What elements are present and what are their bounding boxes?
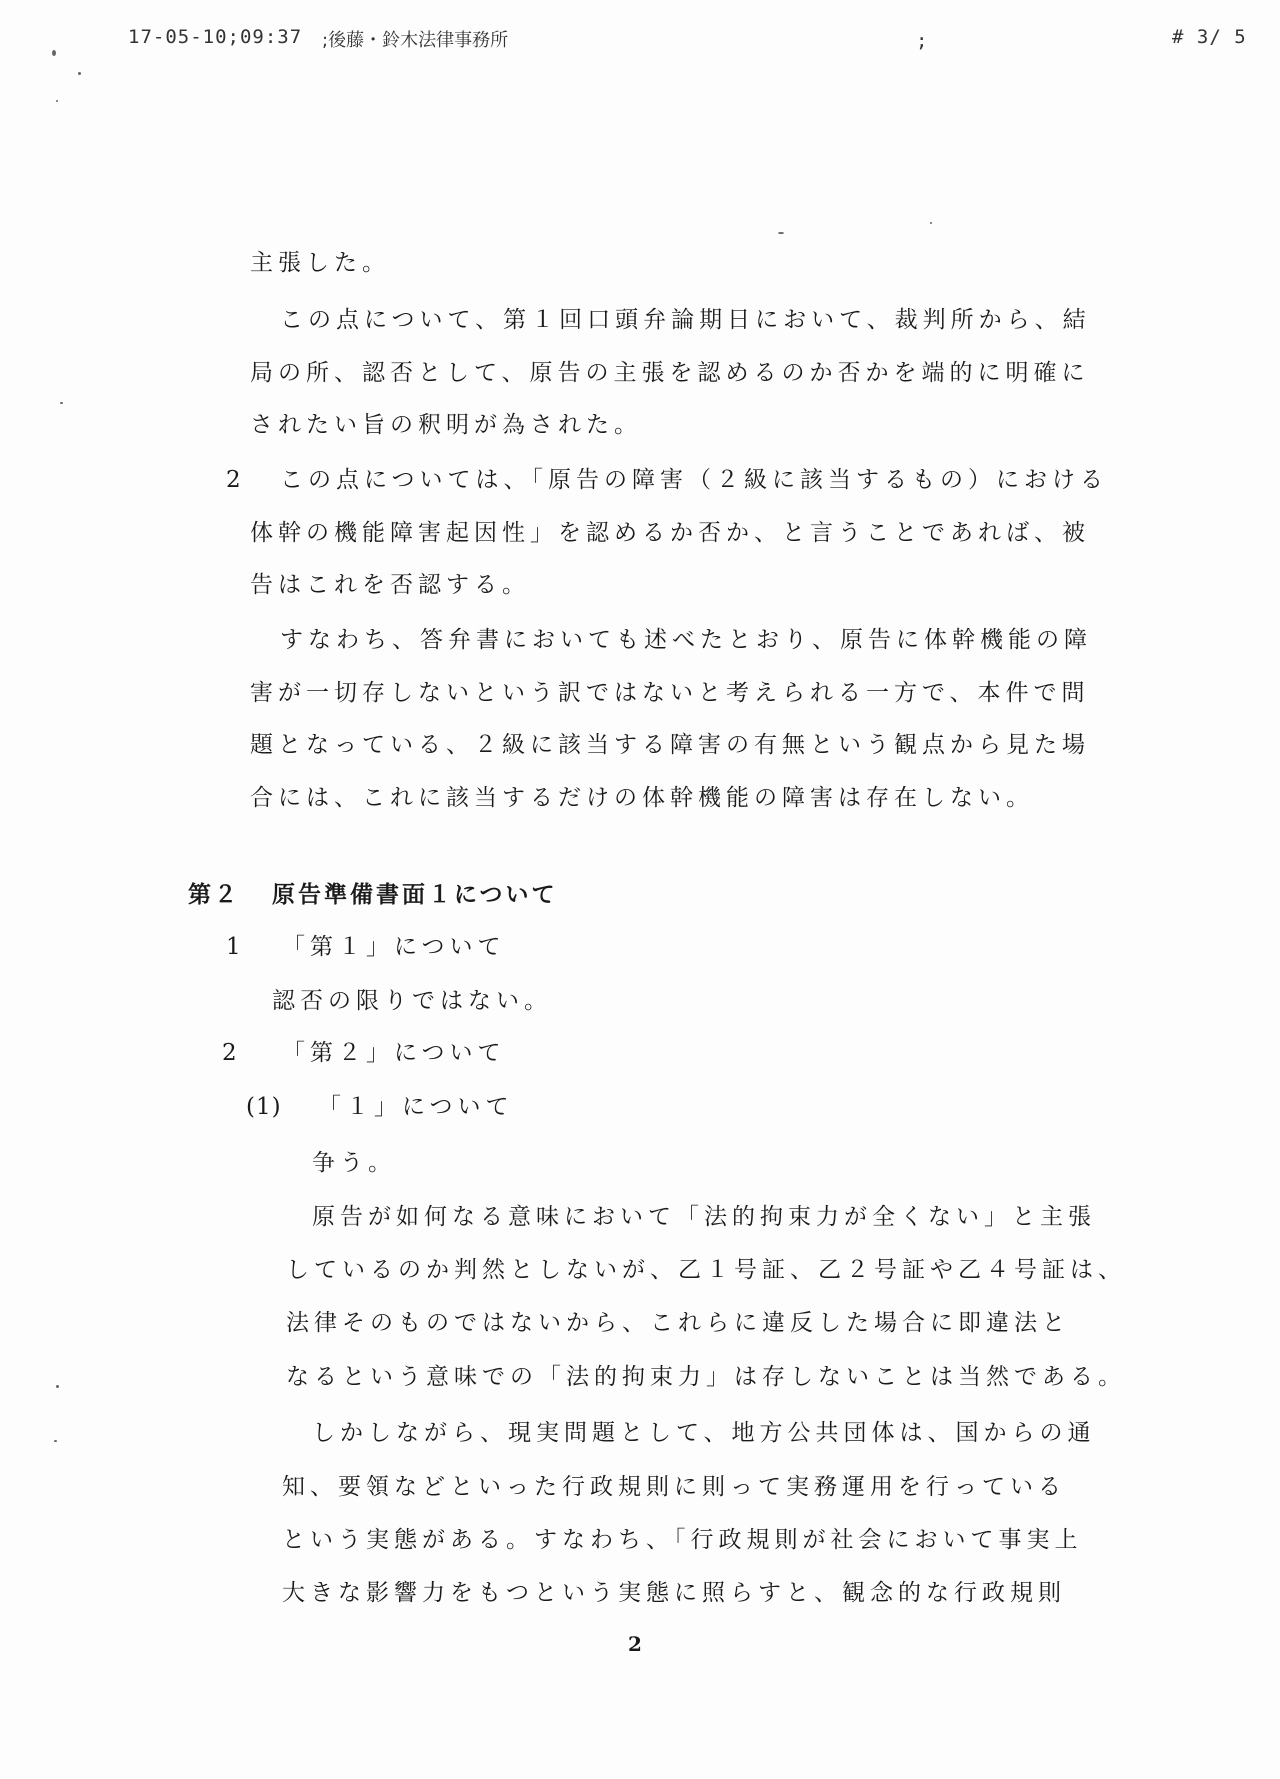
text-line: 主張した。 [250,250,390,276]
item-number: 2 [226,467,246,493]
fax-header [0,26,1280,56]
text-line: 大きな影響力をもつという実態に照らすと、観念的な行政規則 [282,1580,1066,1606]
scan-speck [930,222,932,224]
text-line: しかしながら、現実問題として、地方公共団体は、国からの通 [312,1420,1096,1446]
fax-separator: ; [916,30,929,52]
item-title: 「第１」について [282,934,506,960]
text-line: すなわち、答弁書においても述べたとおり、原告に体幹機能の障 [280,627,1092,653]
text-line: 告はこれを否認する。 [250,572,530,598]
section-number: 第２ [188,881,240,908]
text-line: 原告が如何なる意味において「法的拘束力が全くない」と主張 [312,1204,1096,1230]
scan-speck [56,100,58,102]
text-line: という実態がある。すなわち、「行政規則が社会において事実上 [282,1527,1083,1553]
fax-timestamp: 17-05-10;09:37 [128,26,303,48]
item-number: 2 [222,1040,242,1066]
scan-speck [54,1440,57,1442]
fax-sender: ;後藤・鈴木法律事務所 [322,30,509,51]
scan-speck [56,1385,59,1388]
text-line: 題となっている、２級に該当する障害の有無という観点から見た場 [250,732,1090,758]
text-line: 認否の限りではない。 [272,988,552,1014]
fax-page-indicator: # 3/ 5 [1172,26,1247,48]
text-line: しているのか判然としないが、乙１号証、乙２号証や乙４号証は、 [286,1257,1126,1283]
scan-speck [778,232,784,234]
section-title: 原告準備書面１について [272,881,558,908]
scan-speck [52,50,56,56]
text-line: されたい旨の釈明が為された。 [250,412,642,438]
item-number: 1 [226,934,246,960]
sub-item-title: 「１」について [318,1094,514,1120]
text-line: 合には、これに該当するだけの体幹機能の障害は存在しない。 [250,785,1034,811]
text-line: 体幹の機能障害起因性」を認めるか否か、と言うことであれば、被 [250,520,1090,546]
scan-speck [78,72,81,75]
text-line: 局の所、認否として、原告の主張を認めるのか否かを端的に明確に [250,360,1090,386]
text-line: この点について、第１回口頭弁論期日において、裁判所から、結 [280,307,1091,333]
scan-speck [60,402,63,404]
item-title: 「第２」について [282,1040,506,1066]
text-line: 争う。 [312,1150,396,1176]
sub-item-number: (1) [246,1094,282,1120]
page-number: 2 [628,1632,642,1656]
text-line: なるという意味での「法的拘束力」は存しないことは当然である。 [286,1364,1126,1390]
text-line: 知、要領などといった行政規則に則って実務運用を行っている [282,1474,1066,1500]
text-line: 害が一切存しないという訳ではないと考えられる一方で、本件で問 [250,680,1090,706]
text-line: 法律そのものではないから、これらに違反した場合に即違法と [286,1310,1070,1336]
text-line: この点については、「原告の障害（２級に該当するもの）における [280,467,1109,493]
